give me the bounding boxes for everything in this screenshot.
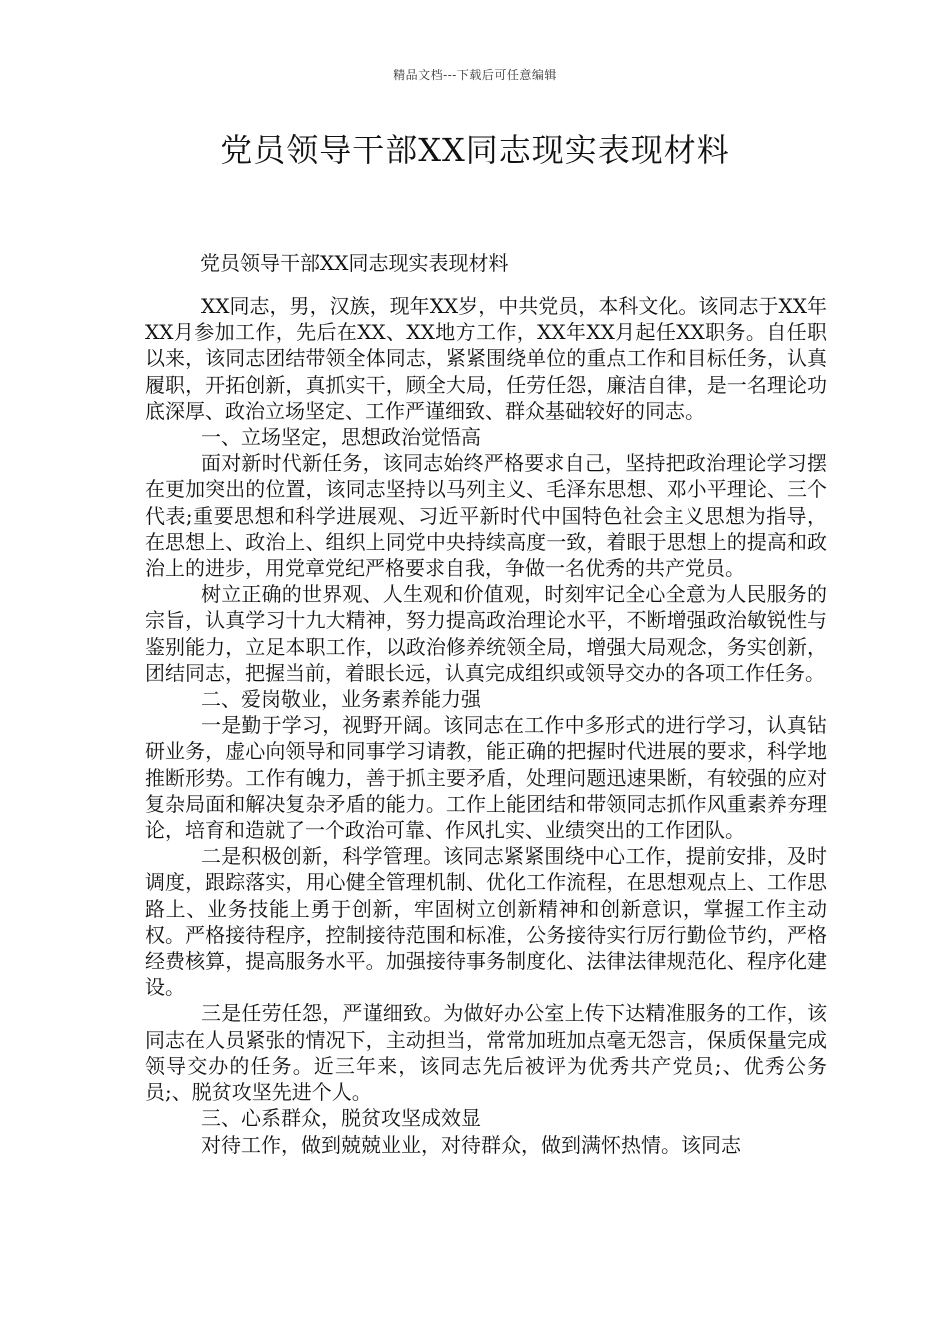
header-note: 精品文档---下载后可任意编辑 <box>393 68 557 82</box>
paragraph: 对待工作，做到兢兢业业，对待群众，做到满怀热情。该同志 <box>201 1132 741 1157</box>
paragraph: 一是勤于学习，视野开阔。该同志在工作中多形式的进行学习，认真钻研业务，虚心向领导和同事学习请教，能正确的把握时代进展的要求，科学地推断形势。工作有魄力，善于抓主要矛盾，处理问题迅速果断，有较强的应对复杂局面和解决复杂矛盾的能力。工作上能团结和带领同志抓作风重素养夯理论，培育和造就了一个政治可靠、作风扎实、业绩突出的工作团队。 <box>145 713 827 843</box>
document-subtitle: 党员领导干部XX同志现实表现材料 <box>200 251 509 275</box>
paragraph-intro: XX同志，男，汉族，现年XX岁，中共党员，本科文化。该同志于XX年XX月参加工作，先后在XX、XX地方工作，XX年XX月起任XX职务。自任职以来，该同志团结带领全体同志，紧紧围绕单位的重点工作和目标任务，认真履职，开拓创新，真抓实干，顾全大局，任劳任怨，廉洁自律，是一名理论功底深厚、政治立场坚定、工作严谨细致、群众基础较好的同志。 <box>145 294 827 423</box>
section-heading-2: 二、爱岗敬业，业务素养能力强 <box>201 687 481 712</box>
paragraph: 树立正确的世界观、人生观和价值观，时刻牢记全心全意为人民服务的宗旨，认真学习十九大精神，努力提高政治理论水平，不断增强政治敏锐性与鉴别能力，立足本职工作，以政治修养统领全局，增强大局观念，务实创新，团结同志，把握当前，着眼长远，认真完成组织或领导交办的各项工作任务。 <box>145 582 827 685</box>
paragraph: 面对新时代新任务，该同志始终严格要求自己，坚持把政治理论学习摆在更加突出的位置，该同志坚持以马列主义、毛泽东思想、邓小平理论、三个代表;重要思想和科学进展观、习近平新时代中国特色社会主义思想为指导，在思想上、政治上、组织上同党中央持续高度一致，着眼于思想上的提高和政治上的进步，用党章党纪严格要求自我，争做一名优秀的共产党员。 <box>145 451 827 581</box>
section-heading-3: 三、心系群众，脱贫攻坚成效显 <box>201 1106 481 1131</box>
paragraph: 二是积极创新，科学管理。该同志紧紧围绕中心工作，提前安排，及时调度，跟踪落实，用心健全管理机制、优化工作流程，在思想观点上、工作思路上、业务技能上勇于创新，牢固树立创新精神和创新意识，掌握工作主动权。严格接待程序，控制接待范围和标准，公务接待实行厉行勤俭节约，严格经费核算，提高服务水平。加强接待事务制度化、法律法律规范化、程序化建设。 <box>145 844 827 1000</box>
section-heading-1: 一、立场坚定，思想政治觉悟高 <box>201 425 481 450</box>
document-body <box>145 293 827 1158</box>
paragraph: 三是任劳任怨，严谨细致。为做好办公室上传下达精准服务的工作，该同志在人员紧张的情况下，主动担当，常常加班加点毫无怨言，保质保量完成领导交办的任务。近三年来，该同志先后被评为优秀共产党员;、优秀公务员;、脱贫攻坚先进个人。 <box>145 1001 827 1105</box>
document-title: 党员领导干部XX同志现实表现材料 <box>220 131 730 169</box>
